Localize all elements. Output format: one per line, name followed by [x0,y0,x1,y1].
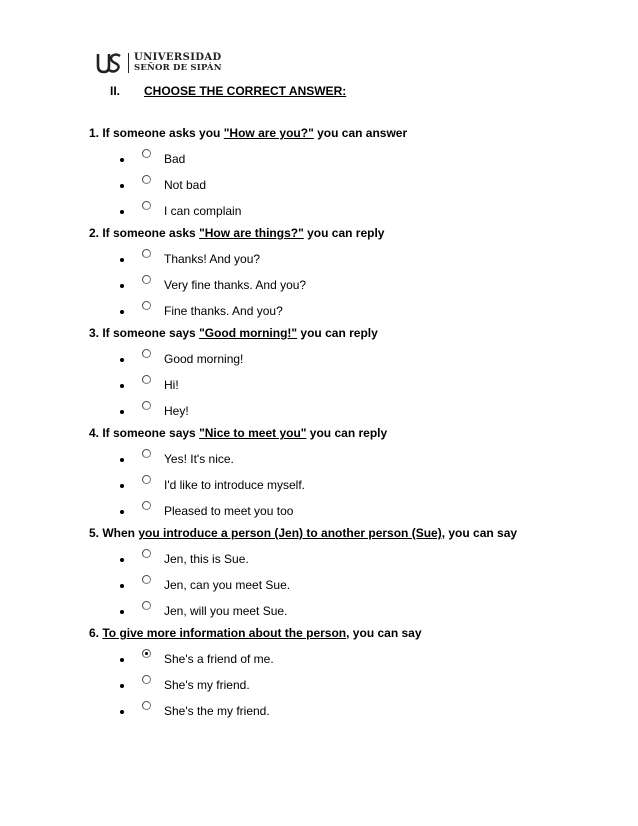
bullet-icon [120,184,124,188]
option-label: Jen, can you meet Sue. [164,578,291,592]
logo-wordmark [134,53,222,73]
radio-button[interactable] [142,675,151,684]
logo-line-2: SEÑOR DE SIPÁN [134,63,222,73]
option-label: Thanks! And you? [164,252,261,266]
radio-button[interactable] [142,549,151,558]
logo-divider [128,53,129,73]
question-6 [89,626,422,640]
question-4-option-2[interactable] [0,478,638,496]
radio-button[interactable] [142,701,151,710]
question-6-highlight: To give more information about the person [102,626,347,640]
question-1 [89,126,407,140]
radio-button[interactable] [142,375,151,384]
bullet-icon [120,258,124,262]
radio-button[interactable] [142,149,151,158]
question-5-option-3[interactable] [0,604,638,622]
radio-button[interactable] [142,175,151,184]
option-label: Bad [164,152,186,166]
question-4-highlight: "Nice to meet you" [199,426,307,440]
section-number: II. [110,84,121,98]
bullet-icon [120,558,124,562]
question-2-prefix: 2. If someone asks [89,226,200,240]
bullet-icon [120,310,124,314]
radio-button[interactable] [142,349,151,358]
option-label: She's a friend of me. [164,652,274,666]
option-label: Very fine thanks. And you? [164,278,307,292]
university-logo [96,50,226,76]
option-label: Not bad [164,178,207,192]
question-1-option-3[interactable] [0,204,638,222]
option-label: Fine thanks. And you? [164,304,283,318]
radio-button[interactable] [142,275,151,284]
bullet-icon [120,158,124,162]
option-label: Good morning! [164,352,244,366]
question-6-option-1[interactable] [0,652,638,670]
bullet-icon [120,710,124,714]
radio-button[interactable] [142,201,151,210]
radio-button[interactable] [142,575,151,584]
question-5-option-1[interactable] [0,552,638,570]
bullet-icon [120,684,124,688]
question-3-highlight: "Good morning!" [199,326,298,340]
logo-line-1: UNIVERSIDAD [134,52,222,63]
bullet-icon [120,210,124,214]
question-3-option-2[interactable] [0,378,638,396]
uss-monogram-icon [96,52,124,74]
bullet-icon [120,458,124,462]
radio-button[interactable] [142,301,151,310]
question-3 [89,326,378,340]
option-label: She's my friend. [164,678,250,692]
option-label: Jen, will you meet Sue. [164,604,288,618]
question-6-suffix: , you can say [346,626,422,640]
bullet-icon [120,384,124,388]
option-label: I'd like to introduce myself. [164,478,306,492]
question-4 [89,426,387,440]
question-2-highlight: "How are things?" [199,226,304,240]
bullet-icon [120,510,124,514]
radio-button[interactable] [142,249,151,258]
radio-button[interactable] [142,475,151,484]
bullet-icon [120,610,124,614]
question-6-option-2[interactable] [0,678,638,696]
bullet-icon [120,658,124,662]
radio-button[interactable] [142,601,151,610]
question-6-prefix: 6. [89,626,103,640]
question-3-option-3[interactable] [0,404,638,422]
question-5-suffix: you can say [445,526,518,540]
option-label: Hi! [164,378,179,392]
section-heading [110,84,346,98]
radio-button[interactable] [142,649,151,658]
option-label: Pleased to meet you too [164,504,294,518]
question-3-option-1[interactable] [0,352,638,370]
bullet-icon [120,284,124,288]
question-5-highlight: you introduce a person (Jen) to another person (Sue), [138,526,446,540]
question-1-option-1[interactable] [0,152,638,170]
radio-button[interactable] [142,401,151,410]
question-2 [89,226,384,240]
option-label: Jen, this is Sue. [164,552,249,566]
option-label: Yes! It's nice. [164,452,234,466]
question-4-option-1[interactable] [0,452,638,470]
option-label: I can complain [164,204,242,218]
radio-button[interactable] [142,501,151,510]
question-4-suffix: you can reply [306,426,388,440]
question-1-option-2[interactable] [0,178,638,196]
question-3-suffix: you can reply [297,326,378,340]
question-1-prefix: 1. If someone asks you [89,126,224,140]
question-6-option-3[interactable] [0,704,638,722]
radio-button[interactable] [142,449,151,458]
section-title: CHOOSE THE CORRECT ANSWER: [144,84,347,98]
bullet-icon [120,584,124,588]
option-label: Hey! [164,404,189,418]
option-label: She's the my friend. [164,704,270,718]
question-3-prefix: 3. If someone says [89,326,200,340]
bullet-icon [120,410,124,414]
question-2-option-1[interactable] [0,252,638,270]
question-4-prefix: 4. If someone says [89,426,200,440]
question-1-highlight: "How are you?" [223,126,314,140]
question-5-option-2[interactable] [0,578,638,596]
question-5 [89,526,517,540]
question-2-option-3[interactable] [0,304,638,322]
bullet-icon [120,484,124,488]
question-2-suffix: you can reply [303,226,385,240]
question-4-option-3[interactable] [0,504,638,522]
question-5-prefix: 5. When [89,526,139,540]
question-1-suffix: you can answer [313,126,408,140]
question-2-option-2[interactable] [0,278,638,296]
bullet-icon [120,358,124,362]
